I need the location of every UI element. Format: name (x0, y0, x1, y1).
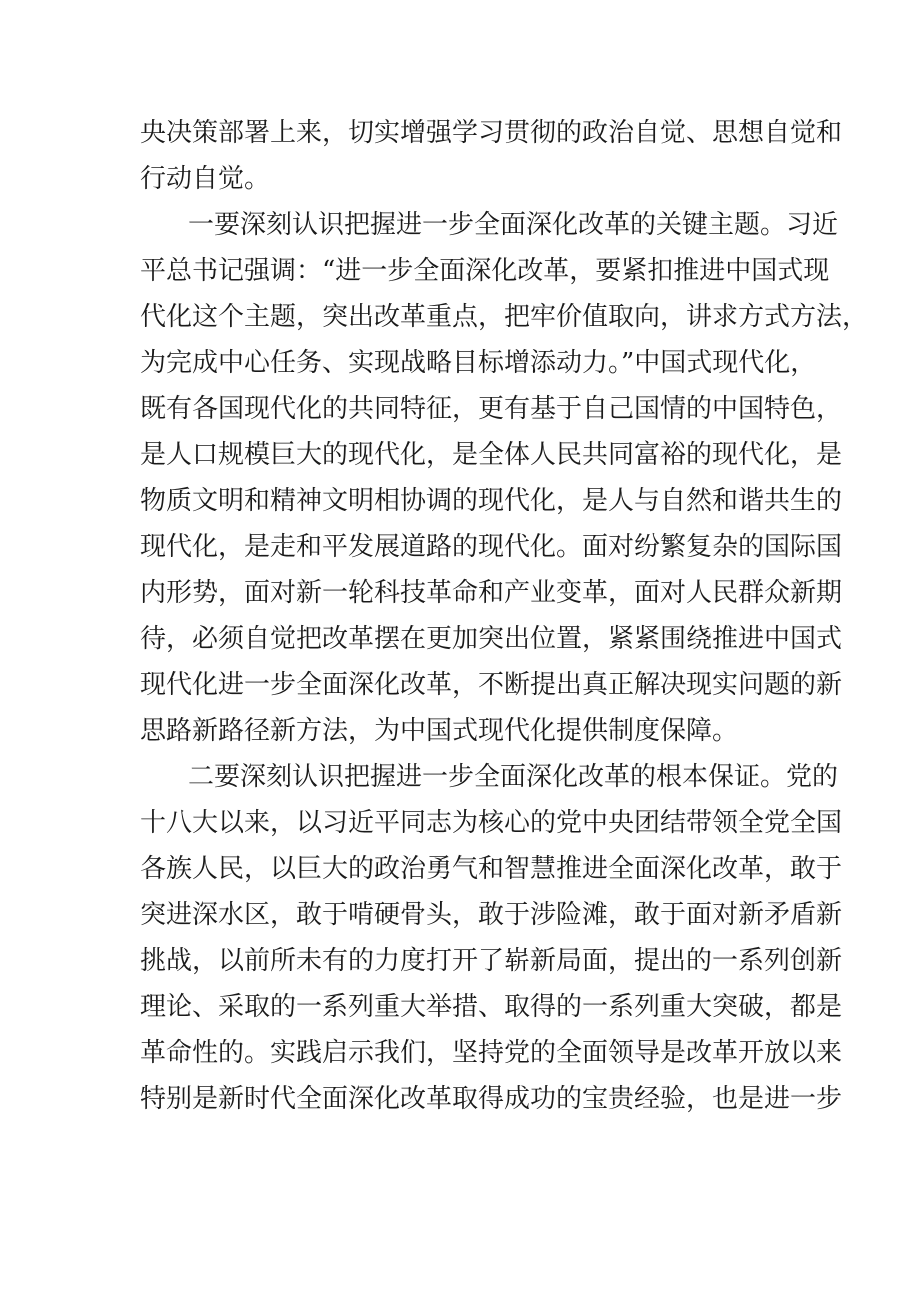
text-line: 央决策部署上来，切实增强学习贯彻的政治自觉、思想自觉和 (140, 118, 843, 148)
text-line: 现代化进一步全面深化改革，不断提出真正解决现实问题的新 (140, 670, 843, 700)
text-line: 突进深水区，敢于啃硬骨头，敢于涉险滩，敢于面对新矛盾新 (140, 900, 843, 930)
text-line: 理论、采取的一系列重大举措、取得的一系列重大突破，都是 (140, 992, 843, 1022)
text-line: 内形势，面对新一轮科技革命和产业变革，面对人民群众新期 (140, 578, 843, 608)
text-line: 思路新路径新方法，为中国式现代化提供制度保障。 (140, 716, 739, 746)
text-line: 革命性的。实践启示我们，坚持党的全面领导是改革开放以来 (140, 1038, 843, 1068)
text-line: 待，必须自觉把改革摆在更加突出位置，紧紧围绕推进中国式 (140, 624, 843, 654)
text-line: 现代化，是走和平发展道路的现代化。面对纷繁复杂的国际国 (140, 532, 843, 562)
paragraph-first-line: 一要深刻认识把握进一步全面深化改革的关键主题。习近 (188, 210, 839, 240)
text-line: 平总书记强调：“进一步全面深化改革，要紧扣推进中国式现 (140, 256, 830, 286)
text-line: 既有各国现代化的共同特征，更有基于自己国情的中国特色， (140, 394, 843, 424)
text-line: 特别是新时代全面深化改革取得成功的宝贵经验，也是进一步 (140, 1084, 843, 1114)
text-line: 各族人民，以巨大的政治勇气和智慧推进全面深化改革，敢于 (140, 854, 843, 884)
text-line: 物质文明和精神文明相协调的现代化，是人与自然和谐共生的 (140, 486, 843, 516)
text-line: 挑战，以前所未有的力度打开了崭新局面，提出的一系列创新 (140, 946, 843, 976)
text-line: 是人口规模巨大的现代化，是全体人民共同富裕的现代化，是 (140, 440, 843, 470)
text-line: 代化这个主题，突出改革重点，把牢价值取向，讲求方式方法， (140, 302, 869, 332)
text-line: 十八大以来，以习近平同志为核心的党中央团结带领全党全国 (140, 808, 843, 838)
text-line: 行动自觉。 (140, 164, 271, 194)
text-line: 为完成中心任务、实现战略目标增添动力。”中国式现代化， (140, 348, 817, 378)
paragraph-first-line: 二要深刻认识把握进一步全面深化改革的根本保证。党的 (188, 762, 839, 792)
